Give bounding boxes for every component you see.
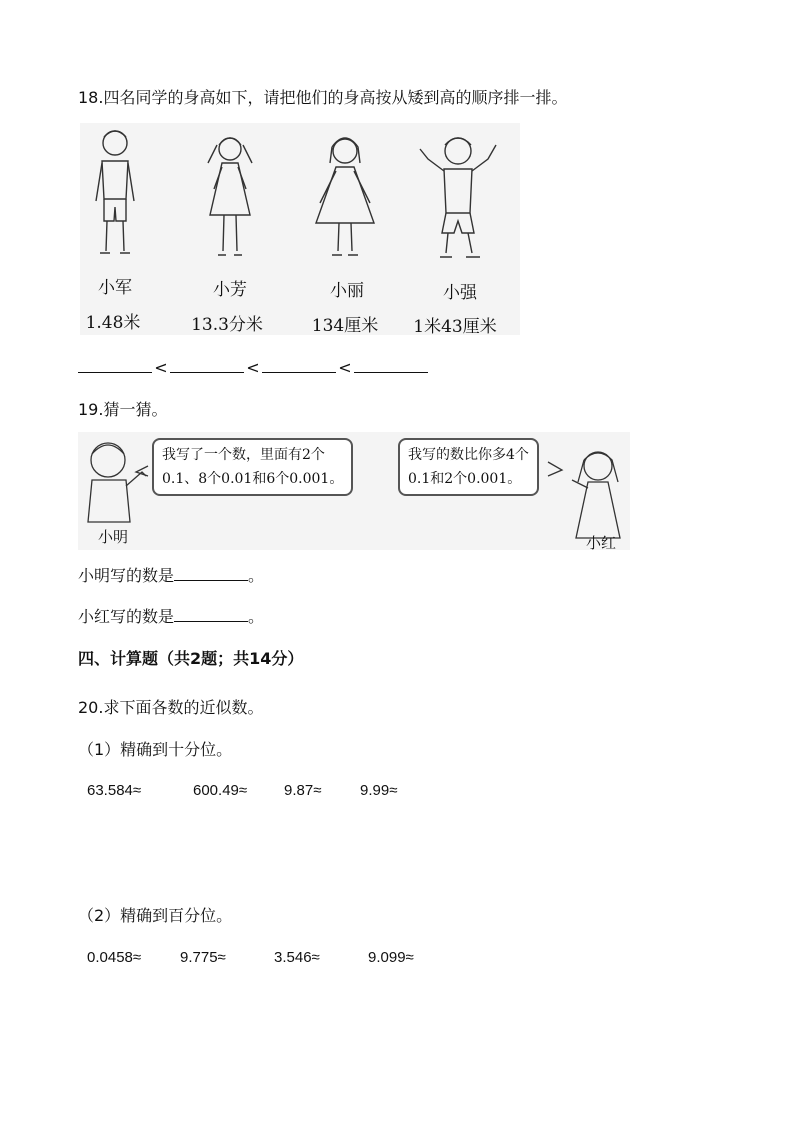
question-20-title: 20.求下面各数的近似数。	[78, 698, 264, 717]
approx-item-2-4: 9.099≈	[368, 949, 414, 966]
height-figure	[80, 123, 520, 335]
xiaoming-figure	[88, 443, 146, 522]
kid-name-4: 小强	[443, 283, 477, 303]
order-answer-row	[78, 358, 428, 378]
xiaoming-answer-row	[78, 566, 264, 586]
xiaohong-answer-suffix: 。	[248, 607, 265, 626]
boy-2-figure	[420, 138, 496, 257]
bubble-left-line2: 0.1、8个0.01和6个0.001。	[162, 471, 344, 487]
kids-illustration	[80, 123, 520, 335]
girl-2-figure	[316, 138, 374, 255]
xiaohong-figure	[572, 452, 620, 538]
approx-item-2-1: 0.0458≈	[87, 949, 142, 966]
kid-height-4: 1米43厘米	[413, 317, 497, 337]
kid-name-3: 小丽	[330, 281, 364, 301]
xiaoming-answer-prefix: 小明写的数是	[78, 566, 175, 585]
approx-item-2-2: 9.775≈	[180, 949, 226, 966]
less-than-sign-1: <	[154, 358, 168, 377]
kid-height-3: 134厘米	[311, 316, 379, 336]
approx-item-1-3: 9.87≈	[284, 782, 322, 799]
xiaohong-answer-prefix: 小红写的数是	[78, 607, 175, 626]
answer-blank-4[interactable]	[354, 358, 428, 373]
kid-height-1: 1.48米	[85, 313, 141, 333]
boy-1-figure	[96, 131, 134, 253]
xiaohong-label: 小红	[586, 534, 617, 552]
xiaohong-answer-row	[78, 607, 264, 627]
bubble-left-tail	[136, 466, 148, 476]
kid-height-2: 13.3分米	[191, 315, 263, 335]
less-than-sign-3: <	[338, 358, 352, 377]
bubble-left	[152, 438, 353, 496]
xiaoming-label: 小明	[98, 528, 129, 546]
guess-figure	[78, 432, 630, 550]
section-4-heading: 四、计算题（共2题；共14分）	[78, 649, 304, 668]
part-2-label: （2）精确到百分位。	[78, 906, 233, 925]
answer-blank-2[interactable]	[170, 358, 244, 373]
kid-name-1: 小军	[98, 278, 132, 298]
bubble-left-line1: 我写了一个数，里面有2个	[162, 447, 325, 463]
answer-blank-3[interactable]	[262, 358, 336, 373]
approx-item-2-3: 3.546≈	[274, 949, 320, 966]
question-18-title: 18.四名同学的身高如下，请把他们的身高按从矮到高的顺序排一排。	[78, 88, 568, 107]
approx-item-1-1: 63.584≈	[87, 782, 142, 799]
part-1-label: （1）精确到十分位。	[78, 740, 233, 759]
xiaoming-answer-suffix: 。	[248, 566, 265, 585]
answer-blank-1[interactable]	[78, 358, 152, 373]
kid-name-2: 小芳	[213, 280, 247, 300]
question-19-title: 19.猜一猜。	[78, 400, 168, 419]
xiaoming-answer-blank[interactable]	[174, 566, 248, 581]
bubble-right-line2: 0.1和2个0.001。	[408, 471, 522, 487]
bubble-right-line1: 我写的数比你多4个	[408, 447, 529, 463]
approx-item-1-2: 600.49≈	[193, 782, 248, 799]
less-than-sign-2: <	[246, 358, 260, 377]
xiaohong-answer-blank[interactable]	[174, 607, 248, 622]
girl-1-figure	[208, 138, 252, 255]
bubble-right-tail	[548, 462, 562, 476]
bubble-right	[398, 438, 539, 496]
approx-item-1-4: 9.99≈	[360, 782, 398, 799]
